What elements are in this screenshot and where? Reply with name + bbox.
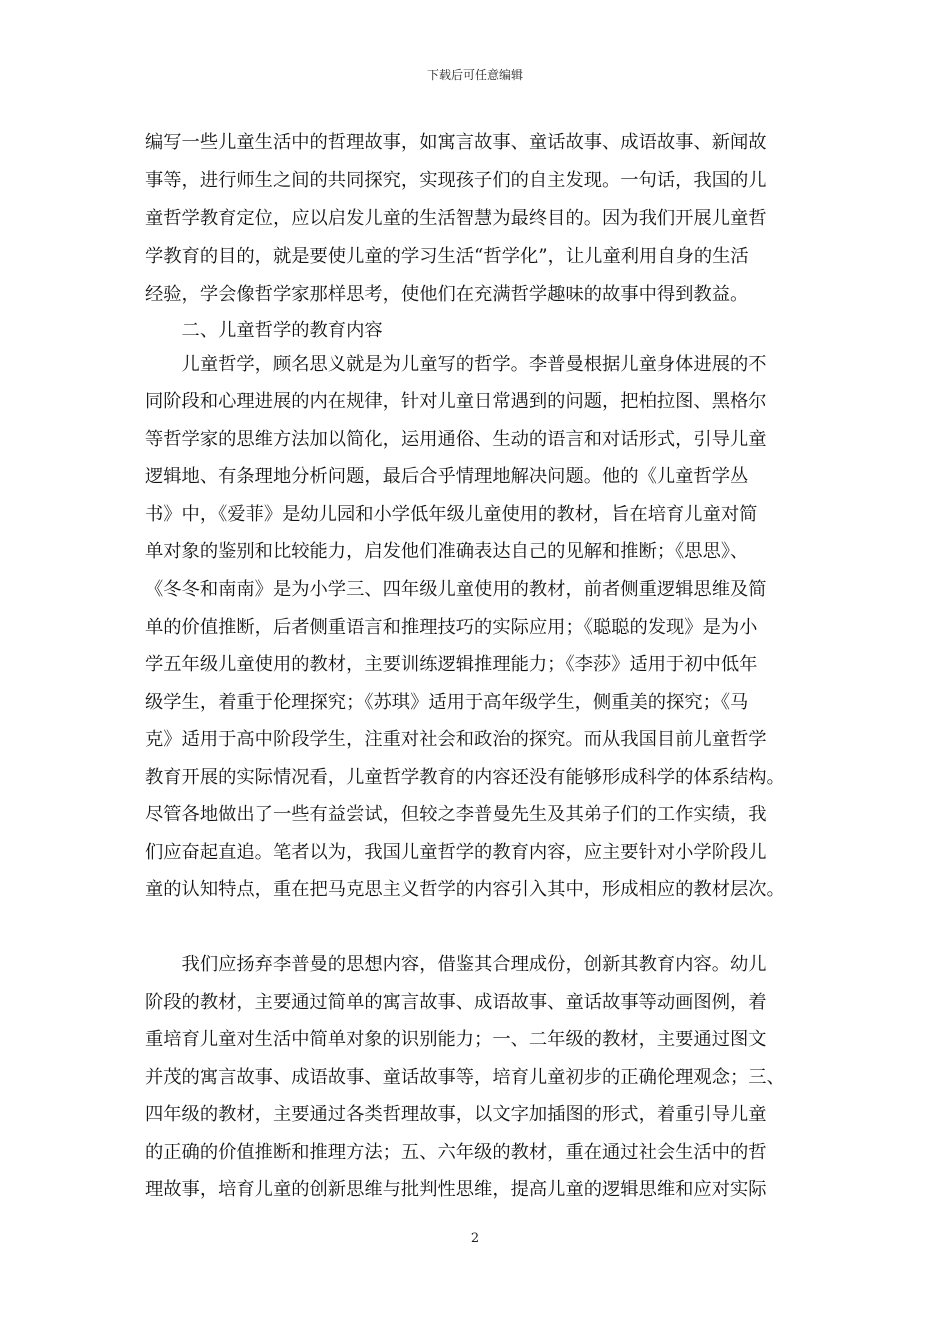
text-line: 童的认知特点，重在把马克思主义哲学的内容引入其中，形成相应的教材层次。: [145, 879, 785, 900]
text-line: 克》适用于高中阶段学生，注重对社会和政治的探究。而从我国目前儿童哲学: [145, 729, 767, 750]
text-line: 阶段的教材，主要通过简单的寓言故事、成语故事、童话故事等动画图例，着: [145, 992, 767, 1013]
text-line: 理故事，培育儿童的创新思维与批判性思维，提高儿童的逻辑思维和应对实际: [145, 1179, 767, 1200]
text-line: 四年级的教材，主要通过各类哲理故事，以文字加插图的形式，着重引导儿童: [145, 1104, 767, 1125]
text-line: 经验，学会像哲学家那样思考，使他们在充满哲学趣味的故事中得到教益。: [145, 284, 749, 305]
page-number: 2: [470, 1231, 480, 1246]
text-line: 学教育的目的，就是要使儿童的学习生活“哲学化”，让儿童利用自身的生活: [145, 246, 749, 267]
text-line: 级学生，着重于伦理探究；《苏琪》适用于高年级学生，侧重美的探究；《马: [145, 692, 749, 713]
page-header: 下载后可任意编辑: [426, 68, 523, 82]
text-line: 的正确的价值推断和推理方法；五、六年级的教材，重在通过社会生活中的哲: [145, 1142, 767, 1163]
text-line: 并茂的寓言故事、成语故事、童话故事等，培育儿童初步的正确伦理观念；三、: [145, 1067, 785, 1088]
section-heading: 二、儿童哲学的教育内容: [145, 320, 383, 341]
text-line: 编写一些儿童生活中的哲理故事，如寓言故事、童话故事、成语故事、新闻故: [145, 132, 767, 153]
text-line: 学五年级儿童使用的教材，主要训练逻辑推理能力；《李莎》适用于初中低年: [145, 654, 758, 675]
text-line: 单对象的鉴别和比较能力，启发他们准确表达自己的见解和推断；《思思》、: [145, 541, 749, 562]
text-line: 重培育儿童对生活中简单对象的识别能力；一、二年级的教材，主要通过图文: [145, 1029, 767, 1050]
text-line: 教育开展的实际情况看，儿童哲学教育的内容还没有能够形成科学的体系结构。: [145, 767, 785, 788]
text-line: 等哲学家的思维方法加以简化，运用通俗、生动的语言和对话形式，引导儿童: [145, 429, 767, 450]
text-line: 们应奋起直追。笔者以为，我国儿童哲学的教育内容，应主要针对小学阶段儿: [145, 842, 767, 863]
text-line: 同阶段和心理进展的内在规律，针对儿童日常遇到的问题，把柏拉图、黑格尔: [145, 391, 767, 412]
text-line: 《冬冬和南南》是为小学三、四年级儿童使用的教材，前者侧重逻辑思维及简: [145, 579, 767, 600]
text-line: 事等，进行师生之间的共同探究，实现孩子们的自主发现。一句话，我国的儿: [145, 170, 767, 191]
text-line: 我们应扬弃李普曼的思想内容，借鉴其合理成份，创新其教育内容。幼儿: [145, 954, 767, 975]
text-line: 尽管各地做出了一些有益尝试，但较之李普曼先生及其弟子们的工作实绩，我: [145, 804, 767, 825]
text-line: 单的价值推断，后者侧重语言和推理技巧的实际应用；《聪聪的发现》是为小: [145, 617, 758, 638]
text-line: 书》中，《爱菲》是幼儿园和小学低年级儿童使用的教材，旨在培育儿童对简: [145, 504, 758, 525]
text-line: 童哲学教育定位，应以启发儿童的生活智慧为最终目的。因为我们开展儿童哲: [145, 208, 767, 229]
text-line: 儿童哲学，顾名思义就是为儿童写的哲学。李普曼根据儿童身体进展的不: [145, 354, 767, 375]
text-line: 逻辑地、有条理地分析问题，最后合乎情理地解决问题。他的《儿童哲学丛: [145, 466, 749, 487]
